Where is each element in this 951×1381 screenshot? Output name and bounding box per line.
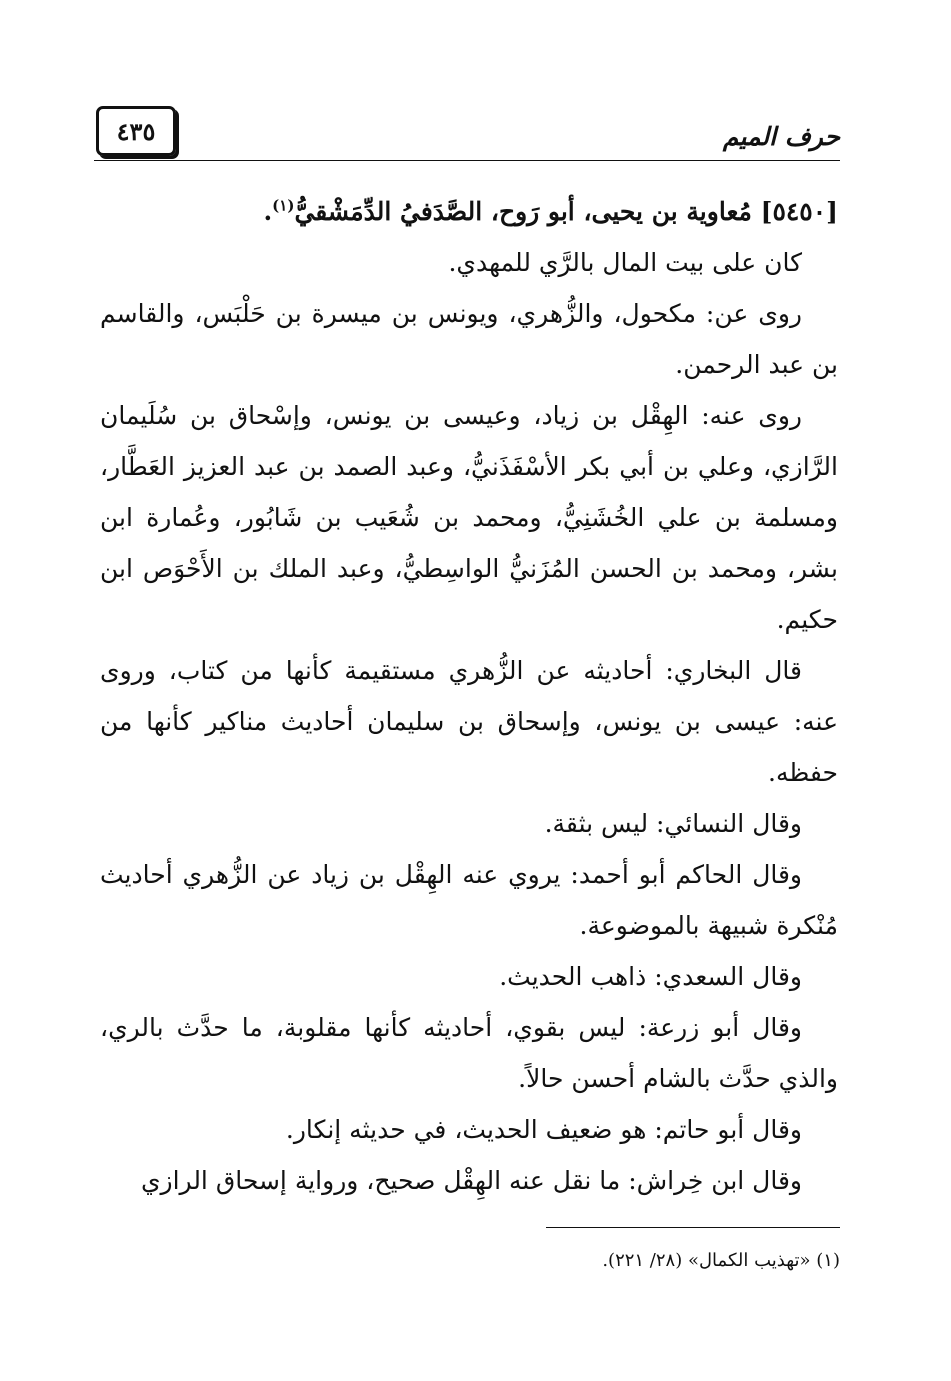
main-text xyxy=(100,186,838,1206)
entry-title-text: [٥٤٥٠] مُعاوية بن يحيى، أبو رَوح، الصَّدَفيُ الدِّمَشْقيُّ xyxy=(294,197,838,226)
footnote-rule xyxy=(546,1227,840,1228)
paragraph-role: كان على بيت المال بالرَّي للمهدي. xyxy=(448,248,802,277)
entry-title xyxy=(100,186,838,237)
footnote: (١) «تهذيب الكمال» (٢٨/ ٢٢١). xyxy=(602,1250,840,1271)
header-rule xyxy=(94,160,840,161)
paragraph-teachers: روى عن: مكحول، والزُّهري، ويونس بن ميسرة بن حَلْبَس، والقاسم بن عبد الرحمن. xyxy=(100,299,838,379)
entry-title-end: . xyxy=(263,197,273,226)
footnote-marker[interactable]: (١) xyxy=(272,196,295,215)
paragraph-abu-hatim: وقال أبو حاتم: هو ضعيف الحديث، في حديثه إنكار. xyxy=(285,1115,802,1144)
chapter-title: حرف الميم xyxy=(722,122,840,151)
paragraph-hakim: وقال الحاكم أبو أحمد: يروي عنه الهِقْل بن زياد عن الزُّهري أحاديث مُنْكرة شبيهة بالموضوعة. xyxy=(100,860,838,940)
paragraph-ibn-khirash: وقال ابن خِراش: ما نقل عنه الهِقْل صحيح، ورواية إسحاق الرازي xyxy=(140,1166,802,1195)
paragraph-nasai: وقال النسائي: ليس بثقة. xyxy=(544,809,802,838)
paragraph-abu-zura: وقال أبو زرعة: ليس بقوي، أحاديثه كأنها مقلوبة، ما حدَّث بالري، والذي حدَّث بالشام أحسن حالاً. xyxy=(100,1013,838,1093)
page-header xyxy=(94,104,840,160)
paragraph-bukhari: قال البخاري: أحاديثه عن الزُّهري مستقيمة كأنها من كتاب، وروى عنه: عيسى بن يونس، وإسحاق بن سليمان أحاديث مناكير كأنها من حفظه. xyxy=(100,656,838,787)
paragraph-students: روى عنه: الهِقْل بن زياد، وعيسى بن يونس، وإسْحاق بن سُلَيمان الرَّازي، وعلي بن أبي بكر الأسْفَذَنيُّ، وعبد الصمد بن عبد العزيز العَطَّار، ومسلمة بن علي الخُشَنِيُّ، ومحمد بن شُعَيب بن شَابُور، وعُمارة ابن بشر، ومحمد بن الحسن المُزَنيُّ الواسِطيُّ، وعبد الملك بن الأَحْوَص ابن حكيم. xyxy=(100,401,838,634)
page-number: ٤٣٥ xyxy=(96,106,176,156)
paragraph-saadi: وقال السعدي: ذاهب الحديث. xyxy=(499,962,802,991)
